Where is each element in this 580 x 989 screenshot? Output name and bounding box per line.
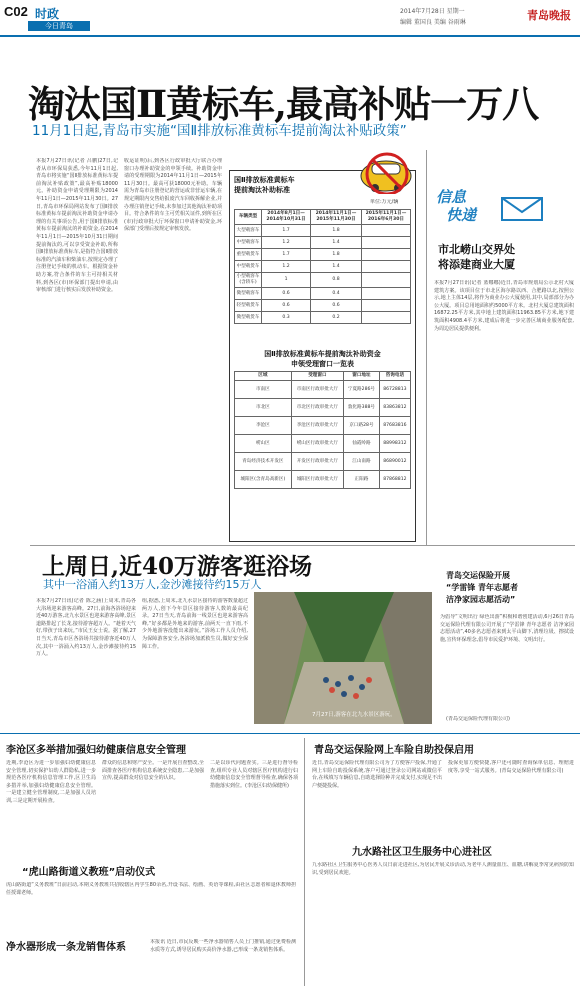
subsidy-table-cell: 0.6 [311, 300, 362, 312]
tables-box [229, 170, 416, 542]
window-table-cell: 83863812 [379, 399, 410, 417]
photo-caption: 7月27日,游客在北九水景区游玩。 [312, 712, 396, 718]
window-table-title-2: 申领受理窗口一览表 [291, 360, 354, 368]
brief-5-headline: 九水路社区卫生服务中心进社区 [352, 847, 492, 858]
lead-headline: 淘汰国Ⅱ黄标车,最高补贴一万八 [28, 82, 539, 126]
subsidy-table-title: 国Ⅱ排放标准黄标车 [234, 176, 295, 184]
window-table-row [235, 399, 411, 417]
tourists-photo-image [254, 592, 432, 724]
window-table-cell: 京口路28号 [344, 417, 380, 435]
subsidy-table-cell [361, 300, 410, 312]
subsidy-table-row [235, 312, 411, 324]
lead-column-1: 本报7月27日讯(记者 吕鹏)27日,记者从市环保局获悉,今年11月1日起,青岛市将实施“国Ⅱ排放标准黄标车提前淘汰补贴政策”,最高补贴18000元。补助资金申请受理期限为2014年11月1日—2015年11月30日。27日,青岛市环保局网站发布了国Ⅱ排放标准黄标车提前淘汰补助资金申请办理的有关事项公告,用于国Ⅱ排放标准黄标车提前淘汰的补助资金,在2014年11月1日—2015年10月31日期间提前淘汰的,可以享受资金补助,所称国Ⅱ排放标准黄标车,是指符合国Ⅱ排放标准的汽油车和柴油车,按规定办理了注册登记手续的机动车。根据资金补助方案,符合条件的车主可持相关材料,到各区(市)环保部门提出申请,由审核部门进行核实后发放补助资金。 [36, 158, 118, 294]
window-table-cell: 李沧区行政审批大厅 [291, 417, 343, 435]
brief-2-body: 虎山路街道“义务教班”日前启动,本期义务教班共招收辖区内学生80余名,开设书法、绘画、英语等课程,由社区志愿者和退休教师担任授课老师。 [6, 882, 296, 896]
paper-name: 青岛晚报 [527, 9, 571, 22]
subsidy-table-header-cell: 2014年8月1日—2014年10月31日 [262, 210, 311, 225]
subsidy-table-row [235, 300, 411, 312]
brief-5-body: 九水路社区卫生服务中心医务人员日前走进社区,为居民开展义诊活动,为老年人测量血压、血糖,讲解夏季常见病预防知识,受到居民欢迎。 [312, 862, 574, 876]
window-table-cell: 市北区 [235, 399, 292, 417]
window-table-cell: 市北区行政审批大厅 [291, 399, 343, 417]
window-table-header-cell: 区域 [235, 372, 292, 381]
side-2-headline-3: 洁净家园志愿活动” [446, 595, 516, 604]
window-table-cell: 仙霞岭路 [344, 435, 380, 453]
subsidy-table-row [235, 288, 411, 300]
window-table-cell: 崂山区行政审批大厅 [291, 435, 343, 453]
side-2-headline-1: 青岛交运保险开展 [446, 571, 510, 580]
side-story-2-headline [446, 570, 518, 606]
side-1-headline-1: 市北崂山交界处 [438, 243, 515, 256]
info-badge [430, 186, 564, 230]
window-table-header-cell: 窗口地址 [344, 372, 380, 381]
window-table-header-cell: 受理窗口 [291, 372, 343, 381]
subsidy-table-header-cell: 车辆类型 [235, 210, 262, 225]
subsidy-table-row [235, 237, 411, 249]
subsidy-unit: 单位:万元/辆 [370, 199, 399, 205]
window-table-row [235, 453, 411, 471]
side-1-headline-2: 将添建商业大厦 [438, 258, 515, 271]
info-badge-title: 信息 [436, 188, 467, 206]
subsidy-table-cell: 中型载客车 [235, 237, 262, 249]
subsidy-table-cell: 1.2 [262, 237, 311, 249]
subsidy-table-cell: 大型载客车 [235, 225, 262, 237]
window-table-row [235, 435, 411, 453]
subsidy-table-cell: 1.8 [311, 225, 362, 237]
subsidy-table-cell: 0.6 [262, 288, 311, 300]
bottom-column-divider [304, 738, 305, 986]
subsidy-table-row [235, 273, 411, 288]
window-table-cell: 李沧区 [235, 417, 292, 435]
subsidy-table-cell: 微型载客车 [235, 288, 262, 300]
story-2-subhead: 其中一浴涌入约13万人,金沙滩接待约15万人 [43, 578, 262, 591]
story-2-column-2: 组,据悉,上周末,北九水景区接待的游客数量超过两万人,创下今年景区接待游客人数的最高纪录。27日当天,青岛前海一线景区也迎来游客高峰,“好多都是外地来的游客,前两天一直下雨,不少外地游客没能出来游玩。”浴场工作人员介绍,为保障游客安全,各浴场加派救生员,做好安全保障工作。 [142, 598, 248, 650]
subsidy-table-cell: 0.2 [311, 312, 362, 324]
story-2-headline: 上周日,近40万游客逛浴场 [42, 553, 313, 580]
column-divider [426, 150, 427, 545]
brief-1-column-1: 近期,李沧区为进一步加强妇幼健康信息安全管理,切实保护妇幼人群隐私,进一步规范各医疗机构信息管理工作,区卫生局多措并举,加强妇幼健康信息安全管理。一是建立健全管理制度,二是加强人员培训,三是定期开展检查。 [6, 760, 96, 804]
subsidy-table-cell: 轻型载货车 [235, 300, 262, 312]
window-table-cell: 86890012 [379, 453, 410, 471]
editors: 编辑 董国良 美编 谷雨琳 [400, 19, 466, 26]
section-name: 时政 [35, 7, 60, 21]
window-table-cell: 青岛经济技术开发区 [235, 453, 292, 471]
subsidy-table-row [235, 249, 411, 261]
brief-1-column-3: 二是以诊代问题查实。三是进行督导检查,组织专业人员对辖区医疗机构进行妇幼健康信息安全管理督导检查,确保各项措施落实到位。(李沧区妇幼保健所) [210, 760, 298, 789]
header-rule [0, 35, 580, 37]
subsidy-table-cell [361, 312, 410, 324]
subsidy-table-title-2: 提前淘汰补助标准 [234, 186, 290, 194]
side-story-1-body: 本报7月27日讯(记者 蓝娜娜)近日,青岛市规划局公示北村大厦建筑方案。该项目位于市北区海尔路以西、合肥路以北,按照公示,地上主体14层,将作为商业办公大厦使用,其中,局部部分为办公大厦。项目总用地面积约5000平方米。北村大厦总建筑面积16872.25平方米,其中地上建筑面积11963.85平方米,地下建筑面积4908.4平方米,建成后将进一步完善区域商业服务配套,为周边居民提供便利。 [434, 280, 574, 332]
brief-1-column-2: 群众的信息和财产安全。一是开展自查整改,全面排查各医疗机构信息系统安全隐患,二是加强宣传,提高群众对信息安全的认识。 [102, 760, 204, 782]
brief-2-headline: “虎山路街道义教班”启动仪式 [22, 867, 156, 878]
bottom-divider [0, 733, 580, 734]
subsidy-table-row [235, 225, 411, 237]
side-story-1-headline [438, 242, 515, 272]
window-table-row [235, 381, 411, 399]
section-divider [30, 545, 575, 546]
lead-subhead: 11月1日起,青岛市实施“国Ⅱ排放标准黄标车提前淘汰补贴政策” [32, 123, 407, 139]
subsidy-table-cell: 0.3 [262, 312, 311, 324]
subsidy-table-cell: 0.6 [262, 300, 311, 312]
subsidy-table-cell: 0.8 [311, 273, 362, 288]
subsidy-table-cell: 1 [262, 273, 311, 288]
window-table-cell: 88998312 [379, 435, 410, 453]
subsidy-table-cell: 小型载客车(含轿车) [235, 273, 262, 288]
subsidy-table-cell: 微型载货车 [235, 312, 262, 324]
window-table-cell: 敦化路388号 [344, 399, 380, 417]
window-table-cell: 宁夏路286号 [344, 381, 380, 399]
subsidy-table-cell: 1.4 [311, 237, 362, 249]
section-subtitle: 今日青岛 [28, 21, 90, 31]
brief-4-column-2: 投保更加方便快捷,客户还可随时查询保单信息、理赔进度等,享受一站式服务。(青岛交运保险代理有限公司) [448, 760, 574, 774]
subsidy-table-cell [361, 288, 410, 300]
no-car-icon [356, 150, 418, 194]
window-table-cell: 市南区行政审批大厅 [291, 381, 343, 399]
window-table-row [235, 471, 411, 489]
subsidy-table-header-cell: 2014年11月1日—2015年11月30日 [311, 210, 362, 225]
subsidy-table-cell: 1.2 [262, 261, 311, 273]
subsidy-table-row [235, 261, 411, 273]
side-story-2-signature: (青岛交运保险代理有限公司) [446, 716, 510, 722]
page-header [0, 0, 580, 34]
window-table-cell: 城阳区行政审批大厅 [291, 471, 343, 489]
subsidy-table-cell: 0.4 [311, 288, 362, 300]
window-table-cell: 正阳路 [344, 471, 380, 489]
side-2-headline-2: “学雷锋 青年志愿者 [446, 583, 519, 592]
subsidy-table-cell [361, 237, 410, 249]
info-badge-subtitle: 快递 [446, 206, 477, 224]
brief-3-body: 本报讯 近日,市民反映一些净水器销售人员上门推销,通过免费检测水质等方式,诱导居民购买高价净水器,已形成一条龙销售体系。 [150, 939, 296, 953]
window-table-header-cell: 咨询电话 [379, 372, 410, 381]
side-story-2-body: 为倡导“文明出行 绿色出游”积极和谐创建活动,6月26日青岛交运保险代理有限公司开展了“学雷锋 青年志愿者 洁净家园志愿活动”,40多名志愿者来到太平山脚下,清理垃圾、擦拭设施,宣传环保理念,倡导市民爱护环境、文明出行。 [440, 614, 574, 643]
window-table-cell: 崂山区 [235, 435, 292, 453]
subsidy-table-cell: 1.7 [262, 225, 311, 237]
brief-4-headline: 青岛交运保险网上车险自助投保启用 [314, 745, 474, 756]
subsidy-table-cell: 中型载货车 [235, 261, 262, 273]
window-table-cell: 开发区行政审批大厅 [291, 453, 343, 471]
window-table-row [235, 417, 411, 435]
subsidy-table-cell [361, 225, 410, 237]
page-number: C02 [4, 4, 28, 19]
subsidy-table-cell: 重型载货车 [235, 249, 262, 261]
subsidy-table-cell [361, 249, 410, 261]
subsidy-table-cell: 1.8 [311, 249, 362, 261]
story-2-column-1: 本报7月27日讯(记者 陈之涵)上周末,青岛各大浴场迎来游客高峰。27日,前海各浴场迎来近40万游客,北九水景区也迎来游客高峰,景区道路排起了长龙,接待游客超万人。“趁着天气好,带孩子出来玩。”市民王女士说。据了解,27日当天,青岛市区各浴场共接待游客近40万人次,其中一浴涌入约13万人,金沙滩接待约15万人。 [36, 598, 136, 658]
subsidy-table-cell: 1.7 [262, 249, 311, 261]
issue-date: 2014年7月28日 星期一 [400, 8, 465, 15]
subsidy-table-header-cell: 2015年11月1日—2016年6月30日 [361, 210, 410, 225]
window-table-cell: 87683816 [379, 417, 410, 435]
subsidy-table-cell: 1.4 [311, 261, 362, 273]
subsidy-table-cell [361, 261, 410, 273]
window-table-cell: 城阳区(含青岛高新区) [235, 471, 292, 489]
brief-3-headline: 净水器形成一条龙销售体系 [6, 942, 126, 953]
brief-4-column-1: 近日,青岛交运保险代理有限公司为了方便客户投保,开通了网上车险自助投保系统,客户可通过登录公司网站或微信平台,在线填写车辆信息,自助选择险种并完成支付,实现足不出户便捷投保。 [312, 760, 442, 789]
subsidy-table [234, 209, 411, 324]
window-table [234, 371, 411, 489]
envelope-icon [500, 194, 548, 224]
window-table-cell: 市南区 [235, 381, 292, 399]
lead-column-2: 收运证明)后,到各区行政审批大厅联合办理窗口办理补助资金的申领手续。补助资金申请的受理期限为2014年11月1日—2015年11月30日。最高可获18000元补助。车辆需为青岛市注册登记的营运或非营运车辆,在规定期限内交售给报废汽车回收拆解企业,并办理注销登记手续,未参加过其他淘汰补助项目。符合条件的车主可凭相关证件,到所在区(市)行政审批大厅环保窗口申请补助资金,环保部门受理后按规定审核发放。 [124, 158, 222, 233]
window-table-cell: 江山南路 [344, 453, 380, 471]
subsidy-table-cell [361, 273, 410, 288]
window-table-cell: 87868812 [379, 471, 410, 489]
window-table-title: 国Ⅱ排放标准黄标车提前淘汰补助资金 [264, 350, 381, 358]
brief-1-headline: 李沧区多举措加强妇幼健康信息安全管理 [6, 745, 186, 756]
window-table-cell: 86728813 [379, 381, 410, 399]
tourists-photo [254, 592, 432, 724]
